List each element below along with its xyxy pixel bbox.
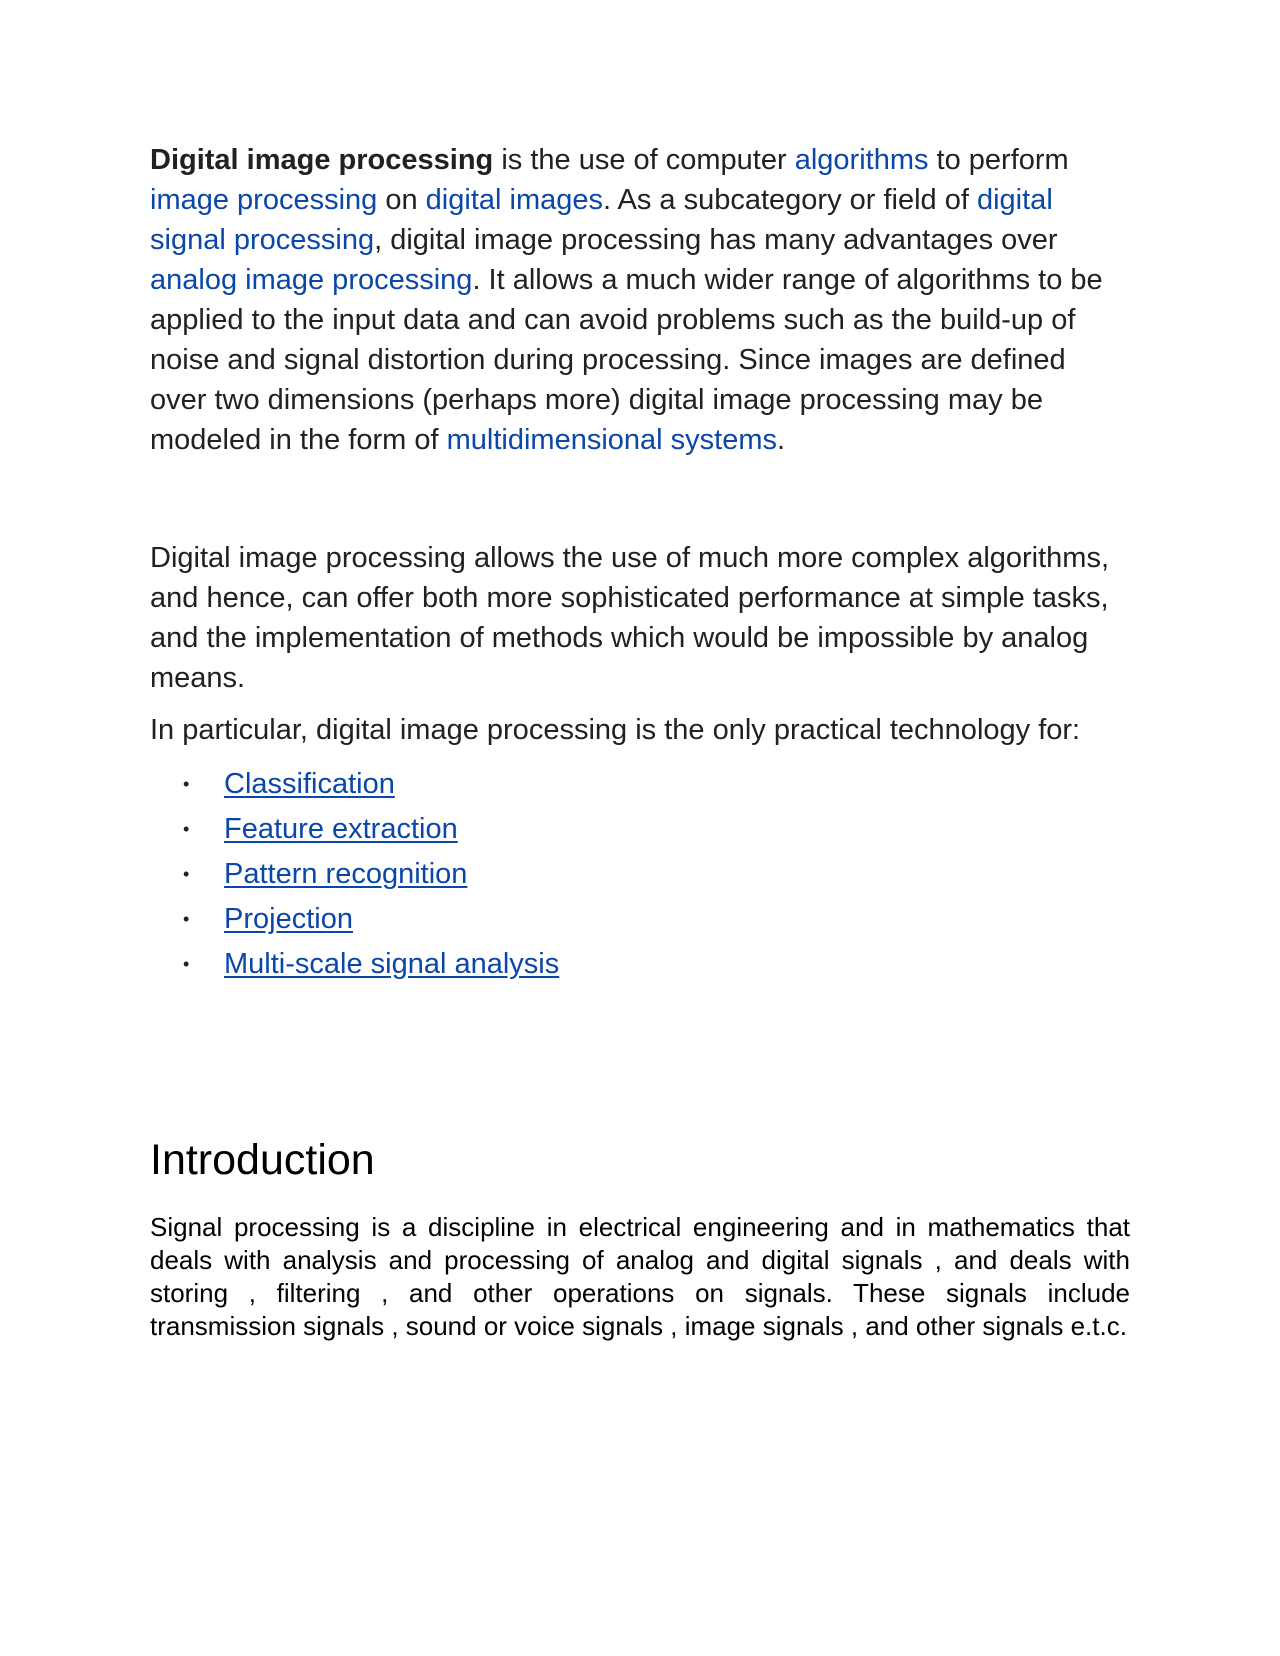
bullet-icon: • [183, 954, 190, 974]
term-bold: Digital image processing [150, 144, 494, 176]
link-digital-images[interactable]: digital images [425, 184, 603, 216]
list-item [150, 762, 1130, 807]
link-analog-image-processing[interactable]: analog image processing [150, 264, 473, 296]
link-feature-extraction[interactable]: Feature extraction [224, 813, 458, 845]
third-paragraph: In particular, digital image processing is the only practical technology for: [150, 714, 1081, 746]
link-image-processing[interactable]: image processing [150, 184, 378, 216]
bullet-icon: • [183, 909, 190, 929]
list-item [150, 942, 1130, 987]
link-multidimensional-systems[interactable]: multidimensional systems [446, 424, 777, 456]
topics-list [150, 762, 1130, 987]
link-classification[interactable]: Classification [224, 768, 395, 800]
text-segment: . It allows a much wider range of algorithms to be applied to the input data and can avoid problems such as the build-up of noise and signal distortion during processing. Since images are defined over two dimensions (perhaps more) digital image processing may be modeled in the form of [150, 264, 1103, 456]
list-item [150, 897, 1130, 942]
text-segment: . As a subcategory or field of [603, 184, 977, 216]
link-pattern-recognition[interactable]: Pattern recognition [224, 858, 468, 890]
link-multi-scale-signal-analysis[interactable]: Multi-scale signal analysis [224, 948, 560, 980]
intro-body-paragraph: Signal processing is a discipline in electrical engineering and in mathematics that deals with analysis and processing of analog and digital signals , and deals with storing , filtering , and other operations on signals. These signals include transmission signals , sound or voice signals , image signals , and other signals e.t.c. [150, 1212, 1130, 1341]
text-segment: to perform [928, 144, 1069, 176]
bullet-icon: • [183, 774, 190, 794]
link-algorithms[interactable]: algorithms [794, 144, 929, 176]
text-segment: on [377, 184, 426, 216]
section-heading: Introduction [150, 1136, 375, 1184]
bullet-icon: • [183, 819, 190, 839]
second-paragraph: Digital image processing allows the use of much more complex algorithms, and hence, can offer both more sophisticated performance at simple tasks, and the implementation of methods which would be impossible by analog means. [150, 542, 1110, 694]
list-item [150, 852, 1130, 897]
document-page [150, 140, 1130, 1343]
list-item [150, 807, 1130, 852]
bullet-icon: • [183, 864, 190, 884]
link-digital-signal-processing[interactable]: digital signal processing [150, 184, 1053, 256]
text-segment: . [777, 424, 786, 456]
intro-paragraph [150, 140, 1130, 460]
text-segment: is the use of computer [493, 144, 795, 176]
text-segment: , digital image processing has many advantages over [374, 224, 1058, 256]
link-projection[interactable]: Projection [224, 903, 353, 935]
